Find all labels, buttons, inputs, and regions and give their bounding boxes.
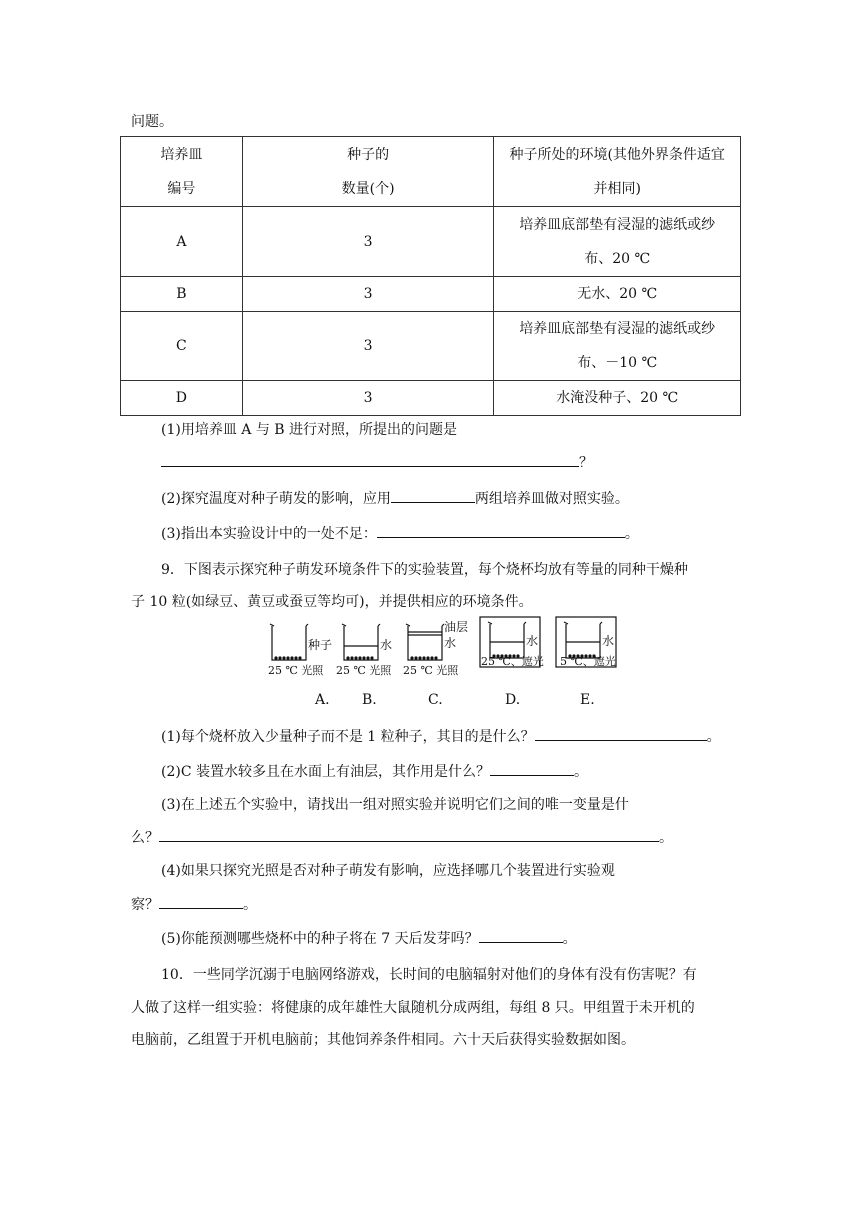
- q9-part3-line2: 么？ 。: [131, 826, 673, 846]
- experiment-table: [120, 136, 741, 416]
- q10-line1: 10．一些同学沉溺于电脑网络游戏，长时间的电脑辐射对他们的身体有没有伤害呢？有: [161, 967, 697, 983]
- row-env: 培养皿底部垫有浸湿的滤纸或纱 布、20 ℃: [494, 207, 741, 277]
- figure-letter-a: A.: [315, 692, 330, 708]
- oil-label: 油层: [444, 620, 469, 634]
- figure-letter-b: B.: [362, 692, 377, 708]
- row-env: 培养皿底部垫有浸湿的滤纸或纱 布、－10 ℃: [494, 312, 741, 381]
- q9-stem-line1: 9．下图表示探究种子萌发环境条件下的实验装置，每个烧杯均放有等量的同种干燥种: [161, 562, 688, 578]
- figure-letter-c: C.: [428, 692, 443, 708]
- beaker-figure: [262, 614, 618, 680]
- seeds: [274, 654, 595, 659]
- row-count: 3: [242, 277, 494, 312]
- table-row: [121, 312, 741, 381]
- condition-e: 5 ℃、遮光: [560, 655, 616, 668]
- answer-blank[interactable]: [159, 893, 243, 909]
- water-label-c: 水: [444, 636, 457, 650]
- table-header-row: [121, 137, 741, 207]
- water-label-b: 水: [380, 638, 393, 652]
- q9-part4-line1: (4)如果只探究光照是否对种子萌发有影响，应选择哪几个装置进行实验观: [161, 863, 615, 879]
- row-id: A: [121, 207, 243, 277]
- seed-label: 种子: [308, 638, 333, 652]
- q9-part5: (5)你能预测哪些烧杯中的种子将在 7 天后发芽吗？ 。: [161, 927, 577, 947]
- header-seed-count: 种子的 数量(个): [242, 137, 494, 207]
- row-env: 无水、20 ℃: [494, 277, 741, 312]
- answer-blank[interactable]: [490, 760, 574, 776]
- table-row: [121, 207, 741, 277]
- q10-line3: 电脑前，乙组置于开机电脑前；其他饲养条件相同。六十天后获得实验数据如图。: [131, 1032, 635, 1048]
- water-label-d: 水: [526, 634, 539, 648]
- q9-part4-line2: 察？ 。: [131, 893, 257, 913]
- answer-blank[interactable]: [377, 522, 625, 538]
- condition-b: 25 ℃ 光照: [336, 664, 392, 677]
- row-count: 3: [242, 207, 494, 277]
- condition-d: 25 ℃、遮光: [481, 655, 544, 668]
- table-row: [121, 277, 741, 312]
- q9-part1: (1)每个烧杯放入少量种子而不是 1 粒种子，其目的是什么？ 。: [161, 725, 721, 745]
- q8-part1: (1)用培养皿 A 与 B 进行对照，所提出的问题是: [161, 422, 458, 438]
- figure-letter-e: E.: [580, 692, 595, 708]
- answer-blank[interactable]: [535, 725, 707, 741]
- q9-stem-line2: 子 10 粒(如绿豆、黄豆或蚕豆等均可)，并提供相应的环境条件。: [131, 594, 533, 610]
- row-env: 水淹没种子、20 ℃: [494, 381, 741, 416]
- q8-part1-answer: ？: [161, 451, 593, 471]
- row-id: D: [121, 381, 243, 416]
- water-label-e: 水: [602, 634, 615, 648]
- answer-blank[interactable]: [161, 451, 579, 467]
- answer-blank[interactable]: [159, 826, 659, 842]
- row-id: B: [121, 277, 243, 312]
- q9-part3-line1: (3)在上述五个实验中，请找出一组对照实验并说明它们之间的唯一变量是什: [161, 797, 629, 813]
- table-row: [121, 381, 741, 416]
- q8-part3: (3)指出本实验设计中的一处不足： 。: [161, 522, 639, 542]
- condition-c: 25 ℃ 光照: [403, 664, 459, 677]
- figure-letter-d: D.: [505, 692, 521, 708]
- row-count: 3: [242, 312, 494, 381]
- answer-blank[interactable]: [391, 487, 475, 503]
- row-count: 3: [242, 381, 494, 416]
- row-id: C: [121, 312, 243, 381]
- q8-part2: (2)探究温度对种子萌发的影响，应用 两组培养皿做对照实验。: [161, 487, 629, 507]
- condition-a: 25 ℃ 光照: [268, 664, 324, 677]
- header-environment: 种子所处的环境(其他外界条件适宜 并相同): [494, 137, 741, 207]
- q10-line2: 人做了这样一组实验：将健康的成年雄性大鼠随机分成两组，每组 8 只。甲组置于未开机的: [131, 1000, 695, 1016]
- q9-part2: (2)C 装置水较多且在水面上有油层，其作用是什么？ 。: [161, 760, 588, 780]
- answer-blank[interactable]: [479, 927, 563, 943]
- intro-tail: 问题。: [131, 114, 173, 130]
- header-dish-id: 培养皿 编号: [121, 137, 243, 207]
